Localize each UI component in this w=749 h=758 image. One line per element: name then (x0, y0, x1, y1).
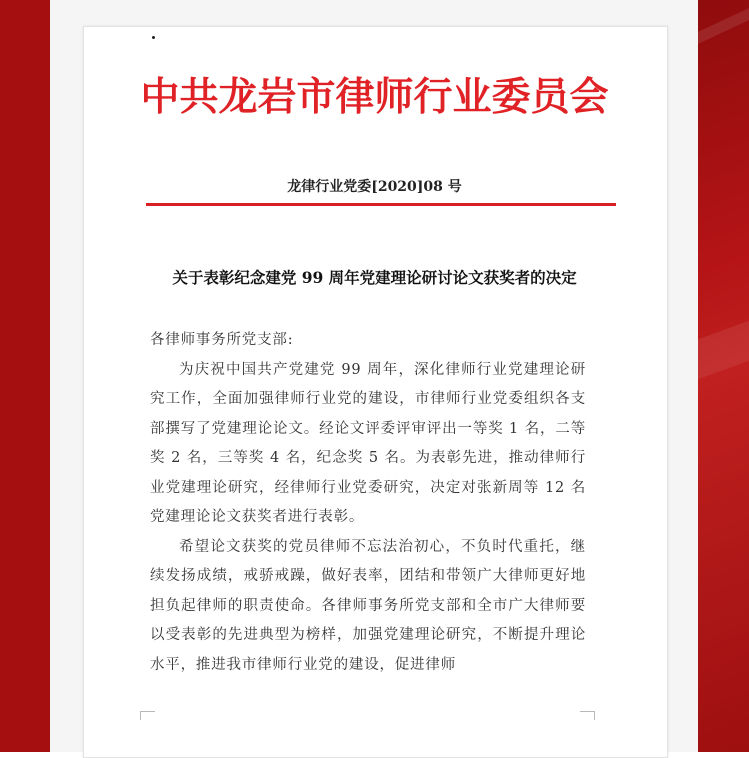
right-red-border (698, 0, 749, 752)
crop-mark-bottom-right (580, 711, 595, 720)
red-divider-line (146, 203, 616, 206)
decorative-streak (698, 321, 749, 380)
document-body (150, 326, 586, 680)
document-number: 龙律行业党委[2020]08 号 (287, 179, 462, 195)
decision-title: 关于表彰纪念建党 99 周年党建理论研讨论文获奖者的决定 (172, 268, 577, 287)
page-mark (152, 36, 155, 39)
left-red-border (0, 0, 50, 752)
salutation: 各律师事务所党支部: (150, 332, 294, 348)
body-paragraph: 希望论文获奖的党员律师不忘法治初心，不负时代重托，继续发扬成绩，戒骄戒躁，做好表率，团结和带领广大律师更好地担负起律师的职责使命。各律师事务所党支部和全市广大律师要以受表彰的先进典型为榜样，加强党建理论研究，不断提升理论水平，推进我市律师行业党的建设，促进律师 (150, 538, 586, 673)
decorative-streak (698, 8, 749, 44)
crop-mark-bottom-left (140, 711, 155, 720)
body-paragraph: 为庆祝中国共产党建党 99 周年，深化律师行业党建理论研究工作，全面加强律师行业党的建设，市律师行业党委组织各支部撰写了党建理论论文。经论文评委评审评出一等奖 1 名，二等奖 2 名，三等奖 4 名，纪念奖 5 名。为表彰先进，推动律师行业党建理论研究，经律师行业党委研究，决定对张新周等 12 名党建理论论文获奖者进行表彰。 (150, 361, 586, 525)
organization-title: 中共龙岩市律师行业委员会 (140, 75, 609, 120)
